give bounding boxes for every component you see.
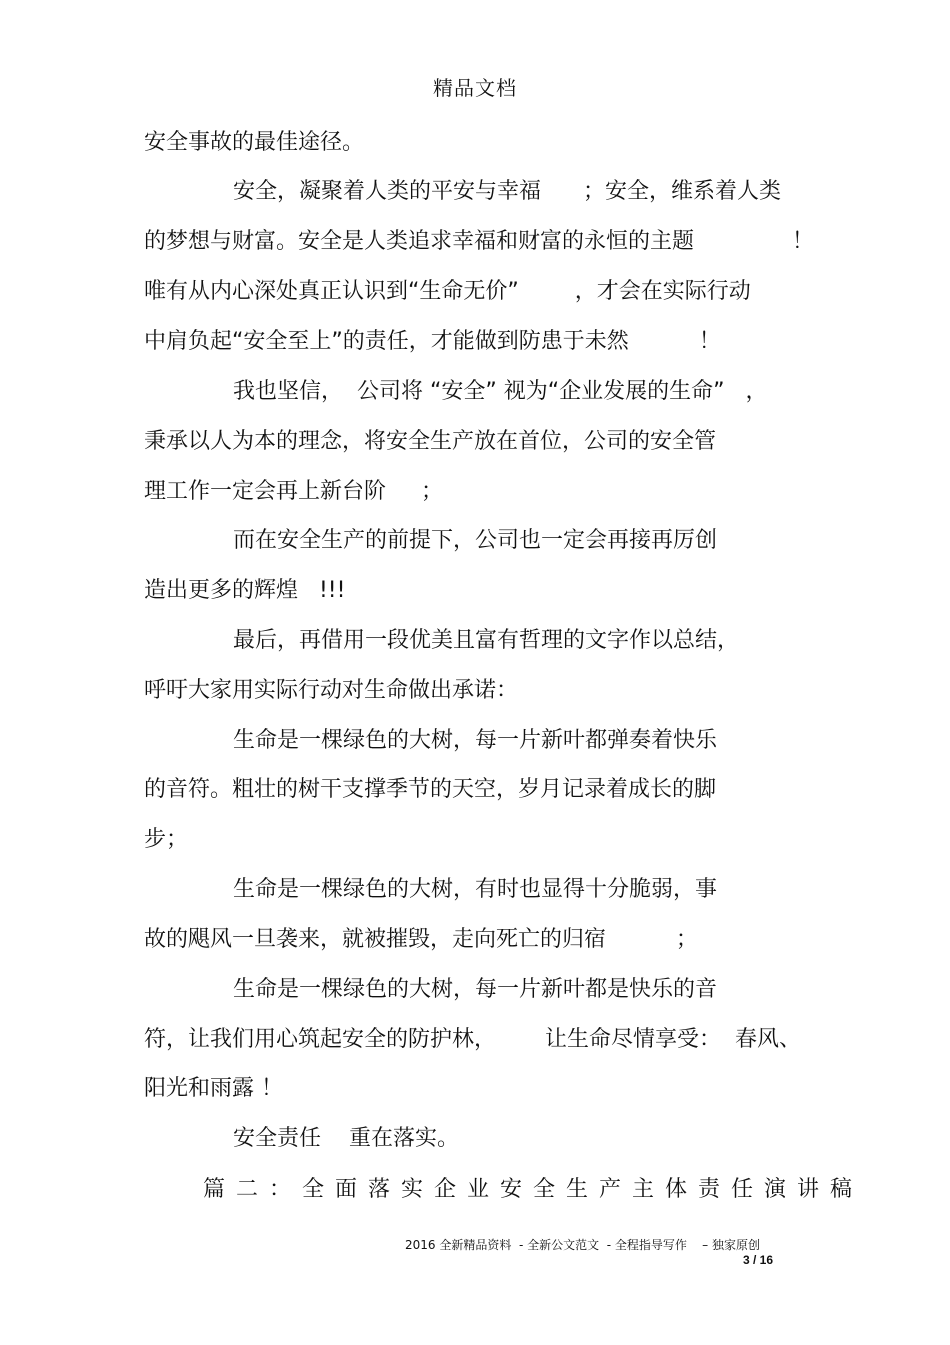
body-line: 唯有从内心深处真正认识到“生命无价” ，才会在实际行动 — [144, 279, 751, 304]
body-line: 生命是一棵绿色的大树，每一片新叶都是快乐的音 — [233, 977, 718, 1002]
body-line: 安全事故的最佳途径。 — [144, 130, 365, 155]
body-line: 呼吁大家用实际行动对生命做出承诺： — [144, 678, 519, 703]
body-line: 的音符。粗壮的树干支撑季节的天空，岁月记录着成长的脚 — [144, 777, 717, 802]
page-header-title: 精品文档 — [433, 76, 517, 100]
body-line: 安全，凝聚着人类的平安与幸福 ；安全，维系着人类 — [233, 179, 781, 204]
page-number: 3 / 16 — [743, 1253, 774, 1267]
body-line: 中肩负起“安全至上”的责任，才能做到防患于未然 ！ — [144, 329, 721, 354]
body-line: 秉承以人为本的理念，将安全生产放在首位，公司的安全管 — [144, 429, 717, 454]
body-line: 造出更多的辉煌 !!! — [144, 578, 346, 603]
body-line: 生命是一棵绿色的大树，有时也显得十分脆弱，事 — [233, 877, 718, 902]
page-footer-text: 2016 全新精品资料 - 全新公文范文 - 全程指导写作 – 独家原创 — [405, 1238, 760, 1252]
section-heading: 篇二：全面落实企业安全生产主体责任演讲稿 — [203, 1177, 864, 1202]
body-line: 步； — [144, 827, 189, 852]
body-line: 故的飓风一旦袭来，就被摧毁，走向死亡的归宿 ； — [144, 927, 698, 952]
body-line: 而在安全生产的前提下，公司也一定会再接再厉创 — [233, 528, 718, 553]
body-line: 安全责任 重在落实。 — [233, 1126, 459, 1151]
body-line: 我也坚信， 公司将 “安全” 视为“企业发展的生命” ， — [233, 379, 768, 404]
body-line: 阳光和雨露 ！ — [144, 1076, 283, 1101]
body-line: 理工作一定会再上新台阶 ； — [144, 479, 443, 504]
body-line: 符，让我们用心筑起安全的防护林， 让生命尽情享受： 春风、 — [144, 1027, 801, 1052]
body-line: 生命是一棵绿色的大树，每一片新叶都弹奏着快乐 — [233, 728, 718, 753]
body-line: 最后，再借用一段优美且富有哲理的文字作以总结， — [233, 628, 740, 653]
body-line: 的梦想与财富。安全是人类追求幸福和财富的永恒的主题 ！ — [144, 229, 814, 254]
